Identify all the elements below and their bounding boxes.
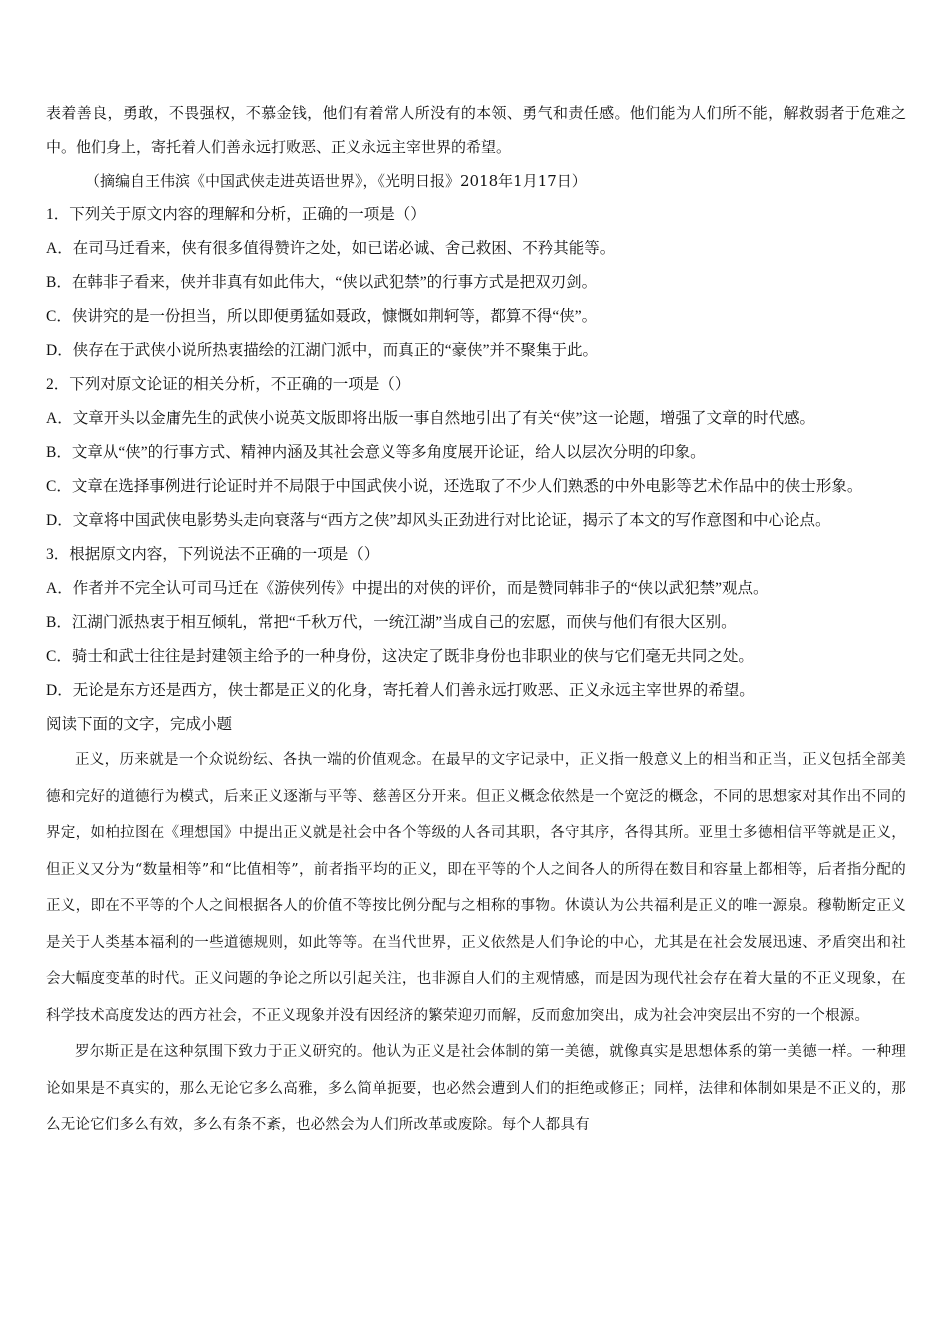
- option-a: A．文章开头以金庸先生的武侠小说英文版即将出版一事自然地引出了有关“侠”这一论题，增强了文章的时代感。: [46, 410, 815, 427]
- option-c: C．骑士和武士往往是封建领主给予的一种身份，这决定了既非身份也非职业的侠与它们毫无共同之处。: [46, 648, 754, 665]
- option-a: A．在司马迁看来，侠有很多值得赞许之处，如已诺必诚、舍己救困、不矜其能等。: [46, 240, 616, 257]
- option-d: D．侠存在于武侠小说所热衷描绘的江湖门派中，而真正的“豪侠”并不聚集于此。: [46, 342, 598, 359]
- option-a: A．作者并不完全认可司马迁在《游侠列传》中提出的对侠的评价，而是赞同韩非子的“侠以武犯禁”观点。: [46, 580, 769, 597]
- question-stem: 3．根据原文内容，下列说法不正确的一项是（）: [46, 546, 380, 563]
- option-b: B．在韩非子看来，侠并非真有如此伟大，“侠以武犯禁”的行事方式是把双刃剑。: [46, 274, 598, 291]
- passage-paragraph: 正义，历来就是一个众说纷纭、各执一端的价值观念。在最早的文字记录中，正义指一般意义上的相当和正当，正义包括全部美德和完好的道德行为模式，后来正义逐渐与平等、慈善区分开来。但正义概念依然是一个宽泛的概念，不同的思想家对其作出不同的界定，如柏拉图在《理想国》中提出正义就是社会中各个等级的人各司其职，各守其序，各得其所。亚里士多德相信平等就是正义，但正义又分为“数量相等”和“比值相等”，前者指平均的正义，即在平等的个人之间各人的所得在数目和容量上都相等，后者指分配的正义，即在不平等的个人之间根据各人的价值不等按比例分配与之相称的事物。休谟认为公共福利是正义的唯一源泉。穆勒断定正义是关于人类基本福利的一些道德规则，如此等等。在当代世界，正义依然是人们争论的中心，尤其是在社会发展迅速、矛盾突出和社会大幅度变革的时代。正义问题的争论之所以引起关注，也非源自人们的主观情感，而是因为现代社会存在着大量的不正义现象，在科学技术高度发达的西方社会，不正义现象并没有因经济的繁荣迎刃而解，反而愈加突出，成为社会冲突层出不穷的一个根源。: [46, 752, 906, 1024]
- option-b: B．江湖门派热衷于相互倾轧，常把“千秋万代，一统江湖”当成自己的宏愿，而侠与他们有很大区别。: [46, 614, 737, 631]
- question-3: [46, 538, 906, 708]
- intro-paragraph: 表着善良，勇敢，不畏强权，不慕金钱，他们有着常人所没有的本领、勇气和责任感。他们能为人们所不能，解救弱者于危难之中。他们身上，寄托着人们善永远打败恶、正义永远主宰世界的希望。: [46, 104, 906, 156]
- option-d: D．文章将中国武侠电影势头走向衰落与“西方之侠”却风头正劲进行对比论证，揭示了本文的写作意图和中心论点。: [46, 512, 831, 529]
- question-2: [46, 368, 906, 538]
- source-note: （摘编自王伟滨《中国武侠走进英语世界》，《光明日报》2018年1月17日）: [85, 172, 587, 190]
- option-c: C．侠讲究的是一份担当，所以即便勇猛如聂政，慷慨如荆轲等，都算不得“侠”。: [46, 308, 598, 325]
- option-c: C．文章在选择事例进行论证时并不局限于中国武侠小说，还选取了不少人们熟悉的中外电影等艺术作品中的侠士形象。: [46, 478, 863, 495]
- option-d: D．无论是东方还是西方，侠士都是正义的化身，寄托着人们善永远打败恶、正义永远主宰世界的希望。: [46, 682, 755, 699]
- question-1: [46, 198, 906, 368]
- document-page: [46, 96, 906, 1144]
- reading-instruction: 阅读下面的文字，完成小题: [46, 716, 233, 733]
- passage-paragraph: 罗尔斯正是在这种氛围下致力于正义研究的。他认为正义是社会体制的第一美德，就像真实是思想体系的第一美德一样。一种理论如果是不真实的，那么无论它多么高雅，多么简单扼要，也必然会遭到人们的拒绝或修正；同样，法律和体制如果是不正义的，那么无论它们多么有效，多么有条不紊，也必然会为人们所改革或废除。每个人都具有: [46, 1044, 906, 1133]
- question-stem: 1．下列关于原文内容的理解和分析，正确的一项是（）: [46, 206, 426, 223]
- option-b: B．文章从“侠”的行事方式、精神内涵及其社会意义等多角度展开论证，给人以层次分明的印象。: [46, 444, 706, 461]
- question-stem: 2．下列对原文论证的相关分析，不正确的一项是（）: [46, 376, 411, 393]
